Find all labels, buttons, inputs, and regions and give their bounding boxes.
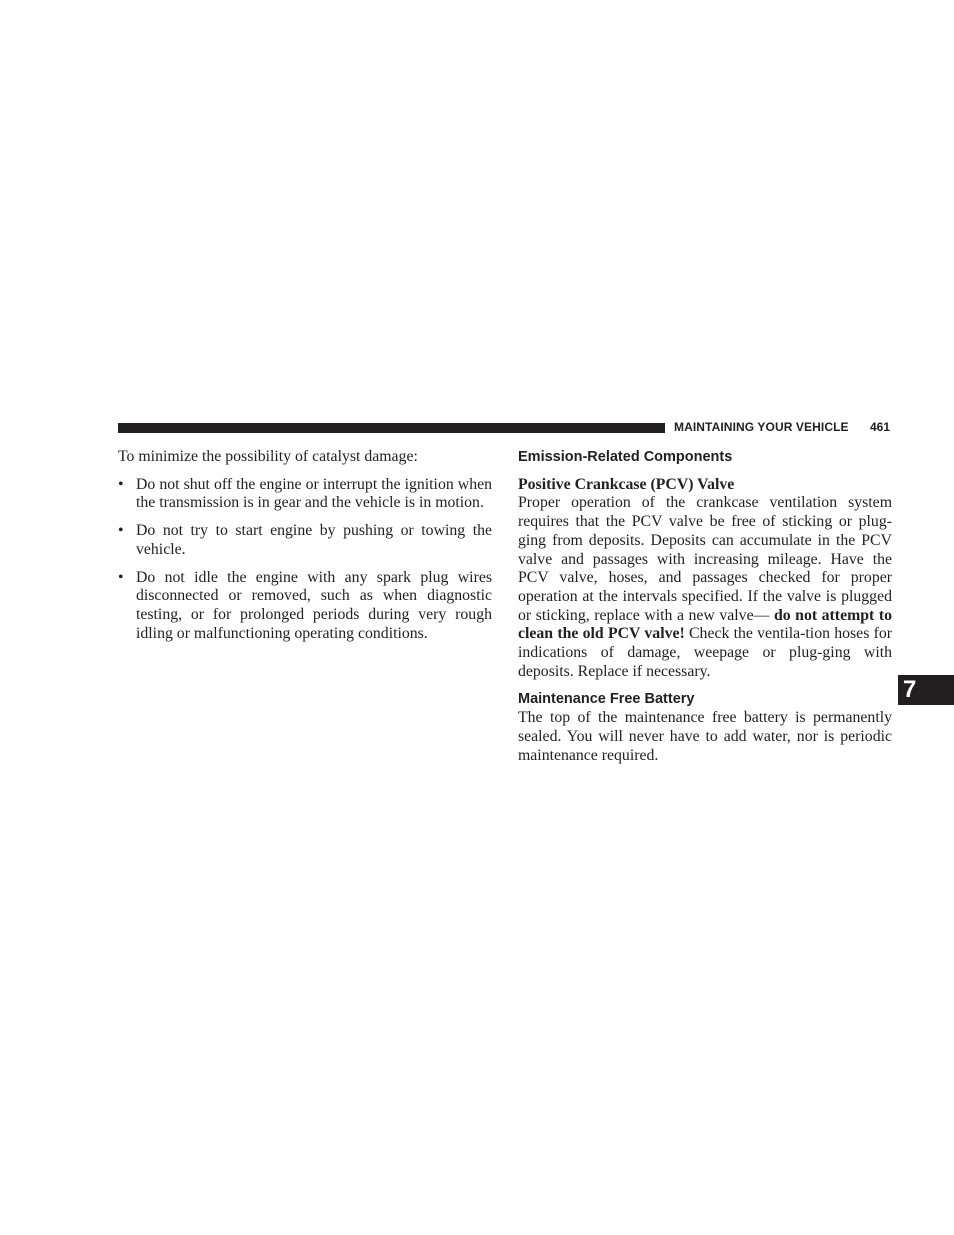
pcv-text-end: Check the ventila-tion hoses for indications of damage, weepage or plug-ging with deposits. Replace if necessary. bbox=[518, 625, 893, 680]
bullet-icon: • bbox=[118, 568, 124, 586]
left-column bbox=[118, 448, 492, 652]
list-item-text: Do not shut off the engine or interrupt the ignition when the transmission is in gear and the vehicle is in motion. bbox=[136, 475, 492, 512]
list-item bbox=[118, 476, 492, 513]
pcv-warning-text: do not attempt to clean the old PCV valve! bbox=[518, 606, 892, 643]
pcv-text-start: Proper operation of the crankcase ventilation system requires that the PCV valve be free of sticking or plug-ging from deposits. Deposits can accumulate in the PCV valve and passages with increasing mileage. Have the PCV valve, hoses, and passages checked for proper operation at the intervals specified. If the valve is plugged or sticking, replace with a new valve— bbox=[518, 494, 892, 624]
bullet-icon: • bbox=[118, 475, 124, 493]
battery-paragraph: The top of the maintenance free battery is permanently sealed. You will never have to add water, nor is periodic maintenance required. bbox=[518, 709, 892, 764]
catalyst-bullet-list bbox=[118, 476, 492, 644]
page-number: 461 bbox=[870, 420, 891, 434]
list-item-text: Do not try to start engine by pushing or towing the vehicle. bbox=[136, 522, 492, 558]
pcv-valve-paragraph bbox=[518, 494, 892, 681]
bullet-icon: • bbox=[118, 522, 124, 540]
chapter-tab bbox=[898, 675, 954, 705]
running-header-title: MAINTAINING YOUR VEHICLE bbox=[674, 420, 849, 434]
list-item-text: Do not idle the engine with any spark plug wires disconnected or removed, such as when diagnostic testing, or for prolonged periods during very rough idling or malfunctioning operating conditions. bbox=[136, 568, 492, 642]
header-rule bbox=[118, 423, 665, 433]
right-column bbox=[518, 448, 892, 765]
battery-heading: Maintenance Free Battery bbox=[518, 691, 695, 708]
intro-paragraph: To minimize the possibility of catalyst damage: bbox=[118, 448, 418, 465]
pcv-valve-heading: Positive Crankcase (PCV) Valve bbox=[518, 475, 735, 493]
chapter-number: 7 bbox=[903, 676, 917, 703]
list-item bbox=[118, 522, 492, 559]
list-item bbox=[118, 569, 492, 644]
emission-components-heading: Emission-Related Components bbox=[518, 449, 733, 465]
